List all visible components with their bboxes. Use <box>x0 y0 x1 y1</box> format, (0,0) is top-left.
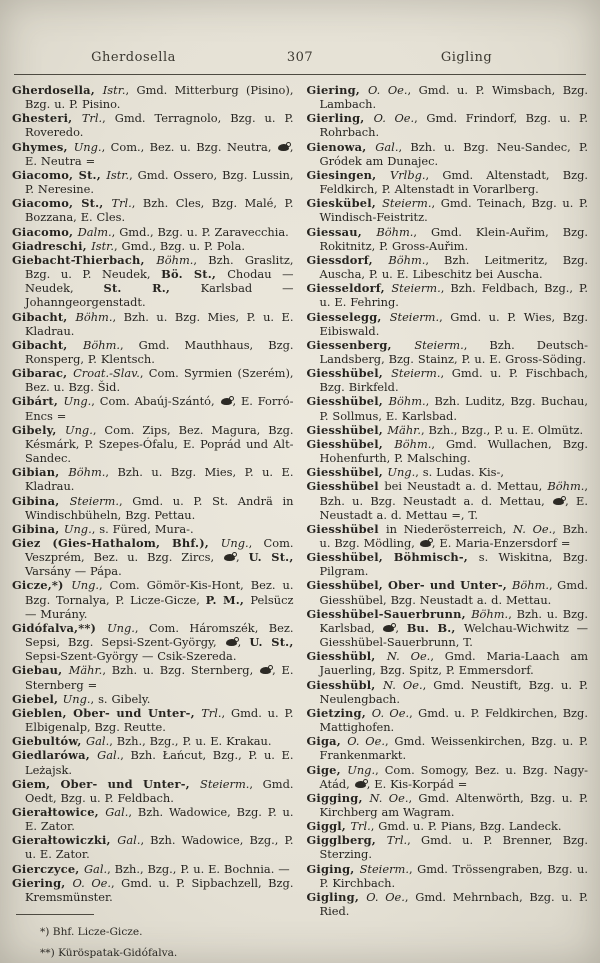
entry-region-abbr: Steierm. <box>69 493 119 508</box>
entry-headword: U. St., <box>249 635 294 650</box>
entry-headword: Giebacht-Thierbach, <box>12 252 157 267</box>
entry-text: , Gmd. Ossero, Bzg. Lussin, P. Neresine. <box>25 167 294 197</box>
gazetteer-entry <box>307 338 589 366</box>
entry-headword: Giesseldorf, <box>306 281 392 296</box>
entry-headword: Giga, <box>306 734 348 749</box>
entry-text: , E. Sternberg = <box>25 663 294 692</box>
entry-text: , Gmd. Maria-Laach am Jauerling, Bzg. Spitz, P. Emmersdorf. <box>319 649 588 678</box>
page-number: 307 <box>286 50 314 65</box>
entry-headword: Gibely, <box>12 422 65 437</box>
entry-headword: Giessau, <box>306 224 377 239</box>
entry-text: , Com. Abaúj-Szántó, <box>91 394 220 409</box>
entry-headword: P. M., <box>205 592 251 607</box>
entry-text: , Com. Gömör-Kis-Hont, Bez. u. Bzg. Tornalya, P. Licze-Gicze, <box>25 578 294 607</box>
entry-region-abbr: Böhm. <box>376 224 414 239</box>
entry-region-abbr: Böhm. <box>156 252 194 267</box>
gazetteer-entry <box>12 663 294 691</box>
entry-region-abbr: O. Oe. <box>373 111 415 126</box>
entry-headword: Giadreschi, <box>12 238 92 253</box>
entry-text: , Gmd. u. P. Sipbachzell, Bzg. Kremsmünster. <box>25 875 294 904</box>
entry-headword: Gibárt, <box>12 394 64 409</box>
posthorn-icon <box>355 781 366 788</box>
entry-text: , Bzh. u. Bzg. Neu-Sandec, P. Gródek am Dunajec. <box>319 139 589 168</box>
entry-region-abbr: Vrlbg. <box>390 167 426 182</box>
entry-headword: Giesshübel, <box>306 394 389 409</box>
entry-text: , Gmd. Giesshübel, Bzg. Neustadt a. d. Mettau. <box>319 578 588 607</box>
entry-text: Varsány — Pápa. <box>25 564 122 579</box>
entry-region-abbr: Ung. <box>73 139 102 154</box>
entry-headword: Gicze,*) <box>12 578 72 593</box>
footnote-rule <box>16 914 94 915</box>
entry-text: , Gmd. u. P. Brenner, Bzg. Sterzing. <box>319 833 588 862</box>
gazetteer-entry <box>307 111 589 139</box>
entry-region-abbr: Steierm. <box>391 281 441 296</box>
running-head-right: Gigling <box>440 50 493 65</box>
entry-region-abbr: Ung. <box>62 691 91 706</box>
entry-text: , <box>395 620 407 635</box>
entry-headword: Giesshübel, <box>306 436 395 451</box>
entry-headword: Gige, <box>306 762 348 777</box>
entry-text: , Bzh. Deutsch-Landsberg, Bzg. Stainz, P. u. E. Gross-Söding. <box>319 337 588 366</box>
entry-region-abbr: Steierm. <box>359 861 409 876</box>
entry-text: , Bzh., Bzg., P. u. E. Bochnia. — <box>107 861 290 876</box>
entry-headword: Bö. St., <box>161 267 228 282</box>
entry-region-abbr: Gal. <box>375 139 399 154</box>
entry-region-abbr: Ung. <box>63 394 92 409</box>
entry-text: , Bzh., Bzg., P. u. E. Krakau. <box>109 734 272 749</box>
gazetteer-entry <box>12 310 294 338</box>
entry-region-abbr: Steierm. <box>414 337 464 352</box>
entry-region-abbr: Steierm. <box>389 309 440 324</box>
entry-region-abbr: Ung. <box>387 465 416 480</box>
entry-text: , E. Neutra = <box>25 139 294 168</box>
entry-headword: Giesingen, <box>306 167 390 182</box>
entry-region-abbr: Istr. <box>102 83 126 97</box>
gazetteer-entry <box>12 734 294 748</box>
entry-text: , Com. Veszprém, Bez. u. Bzg. Zircs, <box>25 536 294 565</box>
entry-text: , Com. Zips, Bez. Magura, Bzg. Késmárk, P. Szepes-Ófalu, E. Poprád und Alt-Sandec. <box>25 422 294 466</box>
entry-text: Chodau — Neudek, <box>25 267 294 296</box>
gazetteer-entry <box>12 692 294 706</box>
gazetteer-entry <box>12 862 294 876</box>
entry-headword: Giesshübel <box>306 479 385 494</box>
entry-region-abbr: Trl. <box>386 833 408 848</box>
entry-region-abbr: Böhm. <box>471 606 509 621</box>
entry-region-abbr: Trl. <box>350 819 371 834</box>
entry-headword: Giesshübel <box>306 521 387 536</box>
entry-region-abbr: Ung. <box>71 578 100 593</box>
entry-text: , Gmd. Oedt, Bzg. u. P. Feldbach. <box>25 776 294 805</box>
entry-headword: Gibina, <box>12 493 70 508</box>
posthorn-icon <box>226 639 237 646</box>
entry-region-abbr: Böhm. <box>83 337 121 352</box>
entry-text: , Bzh. Wadowice, Bzg., P. u. E. Zator. <box>25 833 294 862</box>
entry-text: , s. Ludas. Kis-, <box>415 465 505 480</box>
entry-text: , <box>237 635 250 650</box>
gazetteer-entry <box>307 763 589 791</box>
entry-region-abbr: O. Oe. <box>368 83 408 97</box>
entry-headword: Giesshübel-Sauerbrunn, <box>306 606 472 621</box>
entry-region-abbr: O. Oe. <box>72 875 112 890</box>
entry-headword: St. R., <box>103 281 201 296</box>
gazetteer-entry <box>12 366 294 394</box>
entry-region-abbr: Steierm. <box>391 366 441 381</box>
entry-region-abbr: Istr. <box>106 167 130 182</box>
entry-region-abbr: O. Oe. <box>366 889 405 904</box>
entry-text: , Gmd. Klein-Auřim, Bzg. Rokitnitz, P. Gross-Auřim. <box>319 224 588 253</box>
entry-region-abbr: Steierm. <box>200 776 250 791</box>
posthorn-icon <box>420 540 431 547</box>
entry-region-abbr: N. Oe. <box>369 790 409 805</box>
gazetteer-entry <box>307 366 589 394</box>
entry-region-abbr: Gal. <box>97 748 121 763</box>
entry-headword: Gigglberg, <box>306 833 387 848</box>
entry-text: , Bzh. u. Bzg. Mies, P. u. E. Kladrau. <box>25 309 294 338</box>
entry-text: , Gmd. Weissenkirchen, Bzg. u. P. Frankenmarkt. <box>319 734 588 763</box>
gazetteer-entry <box>307 649 589 677</box>
gazetteer-entry <box>307 833 589 861</box>
posthorn-icon <box>260 667 271 674</box>
entry-headword: Gibarac, <box>12 366 74 381</box>
entry-headword: U. St., <box>248 550 294 565</box>
entry-text: , Gmd. u. P. Pians, Bzg. Landeck. <box>370 819 562 834</box>
entry-headword: Giebel, <box>12 691 63 706</box>
entry-text: , Com., Bez. u. Bzg. Neutra, <box>101 139 277 154</box>
entry-headword: Gierling, <box>306 111 374 126</box>
entry-headword: Gidófalva,**) <box>12 620 108 635</box>
entry-region-abbr: Trl. <box>81 111 103 126</box>
entry-text: , Bzh. u. Bzg. Karlsbad, <box>319 606 588 635</box>
entry-headword: Giebultów, <box>12 734 87 749</box>
gazetteer-entry <box>12 168 294 196</box>
entry-text: , Bzh. Łańcut, Bzg., P. u. E. Leżajsk. <box>25 748 294 777</box>
entry-region-abbr: Böhm. <box>394 436 432 451</box>
entry-text: , E. Maria-Enzersdorf = <box>431 536 571 550</box>
gazetteer-entry <box>307 310 589 338</box>
running-head <box>12 50 588 65</box>
gazetteer-entry <box>12 83 294 111</box>
gazetteer-entry <box>307 522 589 550</box>
entry-headword: Giesshübl, <box>306 649 387 664</box>
entry-text: , E. Forró-Encs = <box>25 394 294 423</box>
entry-text: , Gmd. Altenstadt, Bzg. Feldkirch, P. Altenstadt in Vorarlberg. <box>319 167 588 197</box>
entry-headword: Giesselegg, <box>306 309 390 324</box>
entry-headword: Giem, Ober- und Unter-, <box>12 776 201 791</box>
gazetteer-entry <box>12 494 294 522</box>
entry-headword: Giesshübel, Böhmisch-, <box>306 550 479 565</box>
entry-text: , Gmd. Mehrnbach, Bzg. u. P. Ried. <box>319 889 588 919</box>
gazetteer-entry <box>307 791 589 819</box>
gazetteer-entry <box>12 225 294 239</box>
entry-region-abbr: N. Oe. <box>386 649 431 664</box>
entry-text: , s. Füred, Mura-. <box>91 521 194 536</box>
entry-headword: Gieblen, Ober- und Unter-, <box>12 705 202 720</box>
entry-headword: Gibian, <box>12 465 69 480</box>
entry-text: , Gmd. Wullachen, Bzg. Hohenfurth, P. Malsching. <box>319 436 588 466</box>
entry-text: , Gmd. u. P. Wies, Bzg. Eibiswald. <box>319 309 588 338</box>
entry-region-abbr: Ung. <box>347 762 376 777</box>
entry-text: , Gmd. Mauthhaus, Bzg. Ronsperg, P. Klentsch. <box>25 337 294 366</box>
entry-headword: Giesshübl, <box>306 677 384 692</box>
entry-headword: Ghesteri, <box>12 111 82 126</box>
entry-region-abbr: O. Oe. <box>371 705 410 720</box>
entry-region-abbr: Gal. <box>83 861 108 876</box>
entry-text: , Com. Syrmien (Szerém), Bez. u. Bzg. Šid. <box>25 366 294 395</box>
gazetteer-entry <box>12 239 294 253</box>
gazetteer-entry <box>12 394 294 422</box>
running-head-left: Gherdosella <box>91 50 176 65</box>
gazetteer-entry <box>12 465 294 493</box>
entry-text: , Bzh. Graslitz, Bzg. u. P. Neudek, <box>25 252 294 282</box>
entry-region-abbr: Böhm. <box>547 479 585 494</box>
entry-text: , Gmd. u. P. St. Andrä in Windischbüheln, Bzg. Pettau. <box>25 493 294 522</box>
gazetteer-entry <box>12 536 294 578</box>
gazetteer-entry <box>12 748 294 776</box>
entry-headword: Giacomo, St., <box>12 167 107 182</box>
posthorn-icon <box>278 144 289 151</box>
entry-text: , Gmd. Trössengraben, Bzg. u. P. Kirchbach. <box>319 861 588 890</box>
gazetteer-entry <box>12 777 294 805</box>
entry-region-abbr: Mähr. <box>387 422 421 437</box>
entry-text: , Bzh. Luditz, Bzg. Buchau, P. Sollmus, E. Karlsbad. <box>319 394 588 423</box>
gazetteer-entry <box>307 550 589 578</box>
footnote: **) Küröspatak-Gidófalva. <box>40 947 178 960</box>
column-right <box>307 83 589 963</box>
entry-region-abbr: Croat.-Slav. <box>73 366 140 381</box>
entry-text: , Bzh. Wadowice, Bzg. P. u. E. Zator. <box>25 804 294 834</box>
gazetteer-entry <box>307 83 589 111</box>
gazetteer-entry <box>12 805 294 833</box>
entry-text: , Gmd. Terragnolo, Bzg. u. P. Roveredo. <box>25 111 294 140</box>
gazetteer-entry <box>307 394 589 422</box>
entry-headword: Giging, <box>306 861 360 876</box>
gazetteer-entry <box>307 465 589 479</box>
entry-text: , <box>236 550 249 565</box>
entry-region-abbr: Böhm. <box>512 578 550 593</box>
footnote: *) Bhf. Licze-Gicze. <box>40 926 143 939</box>
gazetteer-entry <box>12 111 294 139</box>
entry-headword: Giebau, <box>12 663 69 678</box>
text-columns <box>12 83 588 963</box>
entry-region-abbr: Ung. <box>64 422 93 437</box>
entry-text: , Bzh. Feldbach, Bzg., P. u. E. Fehring. <box>319 281 588 310</box>
entry-text: , Gmd. Neustift, Bzg. u. P. Neulengbach. <box>319 677 588 706</box>
entry-text: , Bzh. u. Bzg. Neustadt a. d. Mettau, <box>319 479 588 508</box>
gazetteer-entry <box>307 479 589 521</box>
gazetteer-entry <box>307 423 589 437</box>
entry-headword: Giesshübel, <box>306 465 388 480</box>
entry-text: , Gmd. Altenwörth, Bzg. u. P. Kirchberg am Wagram. <box>319 790 588 819</box>
posthorn-icon <box>553 498 564 505</box>
gazetteer-entry <box>12 522 294 536</box>
entry-text: , Bzh. u. Bzg. Mödling, <box>319 521 588 550</box>
gazetteer-entry <box>12 621 294 663</box>
entry-region-abbr: Trl. <box>111 196 132 211</box>
entry-region-abbr: Istr. <box>91 238 114 253</box>
gazetteer-entry <box>307 890 589 918</box>
entry-headword: Gieskübel, <box>306 196 383 211</box>
entry-headword: Gigling, <box>306 889 367 904</box>
entry-text: in Niederösterreich, <box>386 521 513 536</box>
entry-headword: Gietzing, <box>306 705 372 720</box>
gazetteer-entry <box>12 338 294 366</box>
entry-text: bei Neustadt a. d. Mettau, <box>384 479 548 494</box>
entry-headword: Gierczyce, <box>12 861 84 876</box>
gazetteer-entry <box>12 423 294 465</box>
posthorn-icon <box>383 625 394 632</box>
entry-region-abbr: N. Oe. <box>383 677 423 692</box>
gazetteer-entry <box>307 578 589 606</box>
gazetteer-entry <box>12 578 294 620</box>
entry-headword: Bu. B., <box>406 620 464 635</box>
entry-region-abbr: Gal. <box>105 804 129 819</box>
entry-text: , Gmd. Mitterburg (Pisino), Bzg. u. P. Pisino. <box>25 83 294 112</box>
entry-text: Karlsbad — Johanngeorgenstadt. <box>25 281 294 310</box>
entry-text: Welchau-Wichwitz — Giesshübel-Sauerbrunn, T. <box>319 620 588 650</box>
entry-headword: Giering, <box>306 83 369 97</box>
gazetteer-entry <box>307 168 589 196</box>
entry-headword: Gierałtowice, <box>12 804 106 819</box>
gazetteer-entry <box>307 706 589 734</box>
entry-text: , Com. Somogy, Bez. u. Bzg. Nagy-Atád, <box>319 762 588 791</box>
entry-region-abbr: Ung. <box>220 536 249 550</box>
gazetteer-entry <box>307 281 589 309</box>
entry-region-abbr: Böhm. <box>75 309 113 324</box>
entry-headword: Giedlarówa, <box>12 748 98 763</box>
entry-region-abbr: O. Oe. <box>347 734 386 749</box>
gazetteer-entry <box>12 140 294 168</box>
footnote-block <box>12 914 294 963</box>
entry-headword: Giesshübel, <box>306 422 388 437</box>
entry-headword: Gibacht, <box>12 309 76 324</box>
entry-text: , E. Neustadt a. d. Mettau =, T. <box>319 493 588 522</box>
entry-headword: Gierałtowiczki, <box>12 833 118 848</box>
entry-text: , Gmd. u. P. Wimsbach, Bzg. Lambach. <box>319 83 588 112</box>
entry-text: , Gmd. Frindorf, Bzg. u. P. Rohrbach. <box>319 111 588 140</box>
gazetteer-entry <box>307 678 589 706</box>
entry-text: , Bzh. Leitmeritz, Bzg. Auscha, P. u. E. Libeschitz bei Auscha. <box>319 252 588 282</box>
entry-region-abbr: Gal. <box>86 734 110 749</box>
entry-headword: Gigging, <box>306 790 370 805</box>
entry-headword: Giessdorf, <box>306 252 389 267</box>
entry-text: , Gmd., Bzg. u. P. Pola. <box>114 238 245 253</box>
entry-region-abbr: Steierm. <box>382 196 432 211</box>
entry-text: , Gmd. u. P. Fischbach, Bzg. Birkfeld. <box>319 366 588 395</box>
gazetteer-entry <box>12 253 294 310</box>
entry-text: Sepsi-Szent-György — Csik-Szereda. <box>25 649 237 664</box>
entry-region-abbr: Gal. <box>117 833 141 848</box>
entry-text: , Bzh. u. Bzg. Sternberg, <box>102 663 260 678</box>
entry-region-abbr: Mähr. <box>68 663 103 678</box>
gazetteer-entry <box>307 196 589 224</box>
header-rule <box>14 74 586 75</box>
entry-text: s. Wiskitna, Bzg. Pilgram. <box>319 550 588 579</box>
posthorn-icon <box>224 554 235 561</box>
entry-headword: Giez (Gies-Hathalom, Bhf.), <box>12 536 221 550</box>
entry-headword: Giacomo, St., <box>12 196 112 211</box>
entry-headword: Giggl, <box>306 819 351 834</box>
entry-headword: Giesshübel, Ober- und Unter-, <box>306 578 513 593</box>
entry-text: , s. Gibely. <box>90 691 151 706</box>
entry-text: , Gmd. u. P. Feldkirchen, Bzg. Mattighofen. <box>319 705 588 735</box>
gazetteer-entry <box>12 833 294 861</box>
entry-headword: Gibacht, <box>12 337 84 352</box>
entry-text: , Gmd., Bzg. u. P. Zaravecchia. <box>111 224 289 239</box>
entry-headword: Gienowa, <box>306 139 376 154</box>
gazetteer-entry <box>307 140 589 168</box>
gazetteer-entry <box>307 253 589 281</box>
gazetteer-entry <box>307 607 589 649</box>
entry-headword: Gibina, <box>12 521 64 536</box>
entry-headword: Giessenberg, <box>306 337 415 352</box>
entry-text: , Gmd. Teinach, Bzg. u. P. Windisch-Feistritz. <box>319 196 589 225</box>
gazetteer-entry <box>307 819 589 833</box>
gazetteer-entry <box>12 706 294 734</box>
posthorn-icon <box>221 398 232 405</box>
entry-text: , Bzh. Cles, Bzg. Malé, P. Bozzana, E. Cles. <box>25 196 294 225</box>
entry-headword: Giering, <box>12 875 73 890</box>
entry-text: Pelsücz — Murány. <box>25 592 294 621</box>
gazetteer-entry <box>307 734 589 762</box>
entry-text: , Bzh. u. Bzg. Mies, P. u. E. Kladrau. <box>25 465 294 494</box>
entry-region-abbr: Böhm. <box>68 465 106 480</box>
gazetteer-entry <box>307 862 589 890</box>
entry-text: , Com. Háromszék, Bez. Sepsi, Bzg. Sepsi-Szent-György, <box>25 620 294 650</box>
entry-headword: Ghymes, <box>12 139 74 154</box>
entry-text: , E. Kis-Korpád = <box>366 776 468 791</box>
gazetteer-entry <box>12 196 294 224</box>
entry-region-abbr: Trl. <box>201 705 222 720</box>
entry-text: , Gmd. u. P. Elbigenalp, Bzg. Reutte. <box>25 705 294 735</box>
entry-region-abbr: Böhm. <box>388 394 426 409</box>
entry-region-abbr: Böhm. <box>388 252 426 267</box>
gazetteer-entry <box>307 225 589 253</box>
entry-region-abbr: Ung. <box>63 521 92 536</box>
entry-region-abbr: N. Oe. <box>512 521 553 536</box>
entry-headword: Gherdosella, <box>12 83 103 97</box>
entry-region-abbr: Dalm. <box>77 224 112 239</box>
entry-headword: Giesshübel, <box>306 366 392 381</box>
gazetteer-entry <box>12 876 294 904</box>
entry-text: , Bzh., Bzg., P. u. E. Olmütz. <box>420 422 584 437</box>
entry-headword: Giacomo, <box>12 224 78 239</box>
gazetteer-entry <box>307 437 589 465</box>
entry-region-abbr: Ung. <box>107 620 135 635</box>
column-left <box>12 83 294 963</box>
